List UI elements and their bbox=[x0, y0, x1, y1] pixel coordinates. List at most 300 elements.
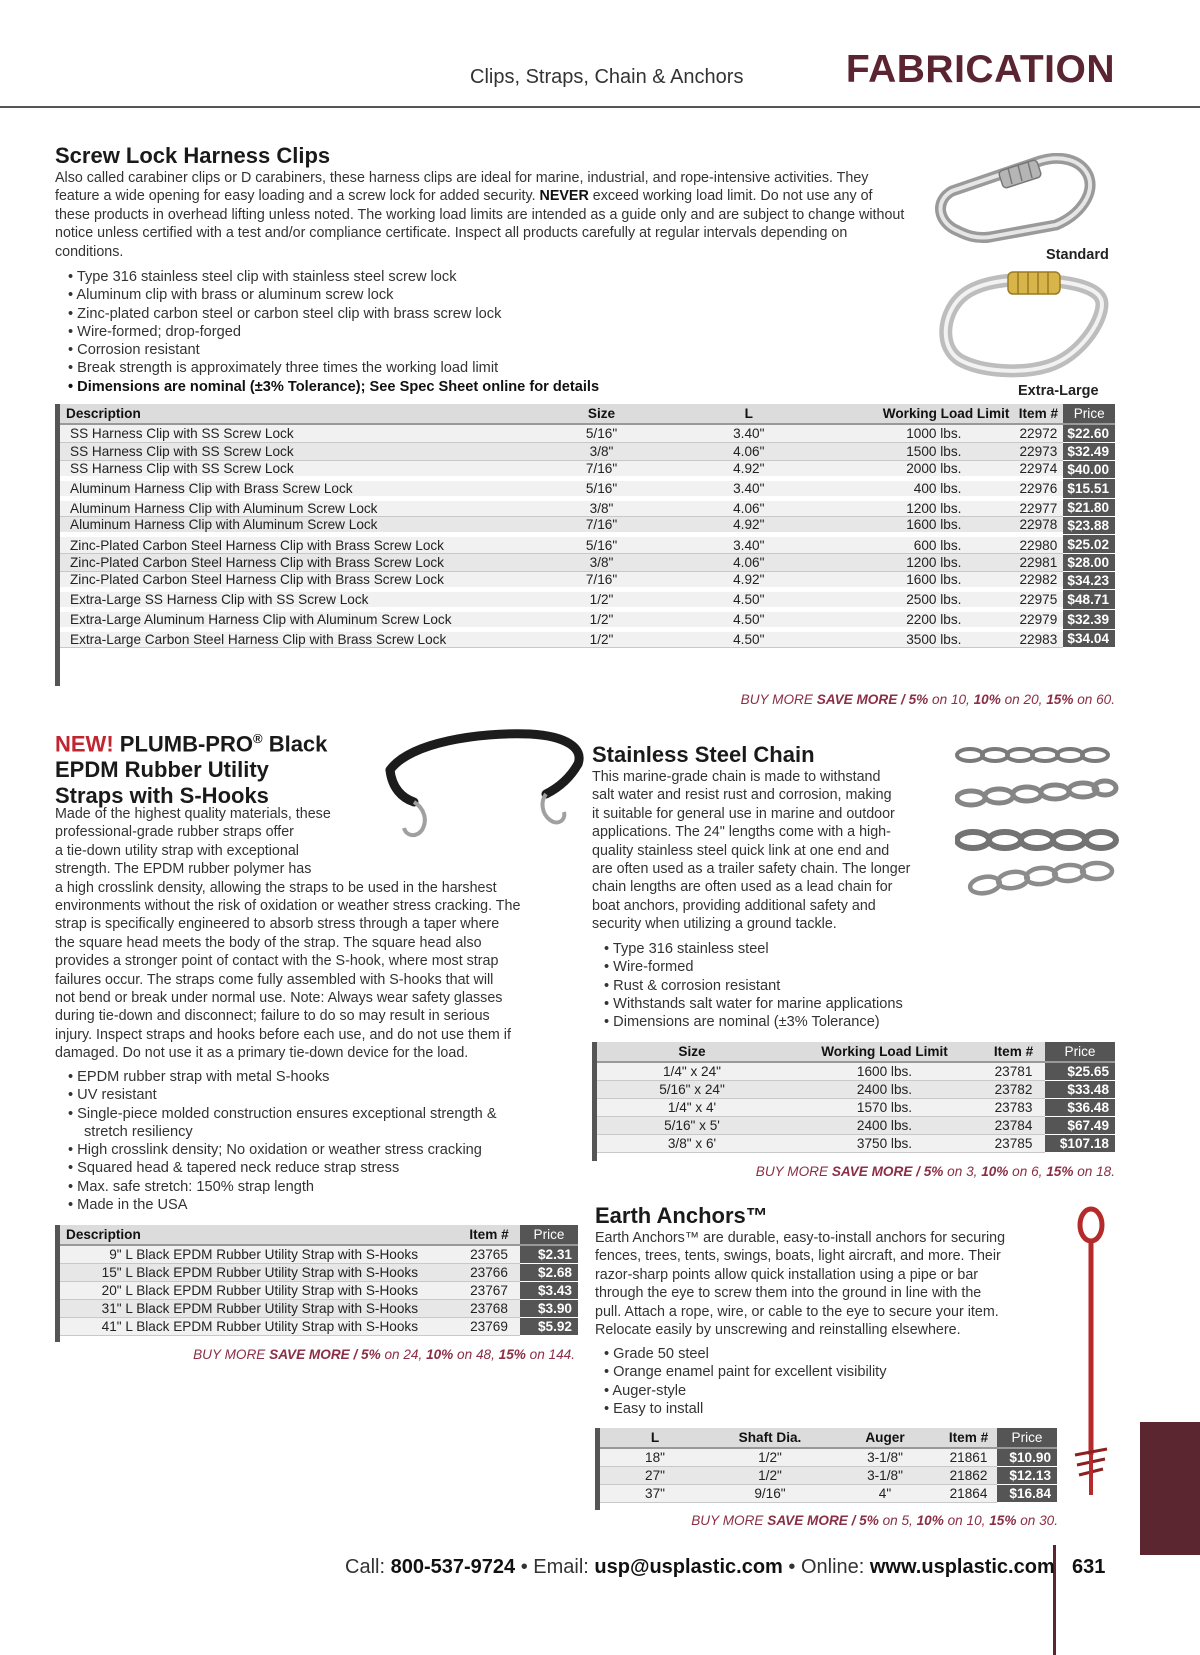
table-row bbox=[60, 1300, 578, 1318]
buy-more-qty: on 144. bbox=[525, 1347, 575, 1362]
desc-line: a high crosslink density, allowing the straps to be used in the harshest bbox=[55, 879, 497, 896]
cell-item: 21864 bbox=[940, 1484, 997, 1502]
cell-length: 3.40" bbox=[674, 535, 824, 553]
cell-item: 22976 bbox=[1013, 479, 1063, 499]
cell-item: 23781 bbox=[982, 1062, 1045, 1080]
extra-large-harness-clip-image bbox=[930, 268, 1115, 380]
buy-more-pct: 5% bbox=[361, 1347, 381, 1362]
cell-description: 15" L Black EPDM Rubber Utility Strap with S-Hooks bbox=[60, 1263, 458, 1281]
table-row bbox=[60, 630, 1115, 648]
header-divider bbox=[0, 106, 1200, 108]
bullet-item: • Easy to install bbox=[604, 1400, 887, 1418]
cell-item: 23765 bbox=[458, 1245, 520, 1263]
cell-description: Extra-Large SS Harness Clip with SS Screw Lock bbox=[60, 590, 529, 610]
harness-section-title: Screw Lock Harness Clips bbox=[55, 143, 331, 168]
new-badge: NEW! bbox=[55, 731, 114, 757]
table-row bbox=[60, 460, 1115, 478]
desc-line: professional-grade rubber straps offer bbox=[55, 824, 294, 841]
cell-price: $2.31 bbox=[520, 1245, 578, 1263]
bullet-item: • Type 316 stainless steel clip with stainless steel screw lock bbox=[68, 268, 599, 286]
desc-line: applications. The 24" lengths come with a high- bbox=[592, 824, 891, 841]
harness-clips-table bbox=[60, 404, 1115, 648]
straps-title-line1 bbox=[55, 726, 327, 757]
table-row bbox=[60, 1263, 578, 1281]
table-row bbox=[60, 442, 1115, 460]
cell-size: 7/16" bbox=[529, 571, 674, 589]
cell-load: 1570 lbs. bbox=[787, 1098, 982, 1116]
desc-line: failures occur. The straps come fully assembled with S-hooks that will bbox=[55, 971, 494, 988]
buy-more-pct: 10% bbox=[916, 1513, 944, 1528]
cell-length: 4.06" bbox=[674, 499, 824, 517]
cell-size: 1/2" bbox=[529, 630, 674, 648]
cell-shaft: 1/2" bbox=[710, 1466, 830, 1484]
cell-length: 4.50" bbox=[674, 630, 824, 648]
desc-line: it suitable for general use in marine and outdoor bbox=[592, 805, 895, 822]
bullet-item: • Corrosion resistant bbox=[68, 341, 599, 359]
cell-item: 22977 bbox=[1013, 499, 1063, 517]
cell-length: 3.40" bbox=[674, 479, 824, 499]
straps-table bbox=[60, 1225, 578, 1336]
cell-length: 4.92" bbox=[674, 571, 824, 589]
anchors-section-title: Earth Anchors™ bbox=[595, 1203, 768, 1228]
cell-item: 22982 bbox=[1013, 571, 1063, 589]
desc-line: Made of the highest quality materials, these bbox=[55, 806, 331, 822]
col-header: Auger bbox=[830, 1428, 940, 1448]
col-header: Size bbox=[529, 404, 674, 424]
cell-price: $25.02 bbox=[1063, 535, 1115, 553]
bullet-item: • Made in the USA bbox=[68, 1196, 497, 1214]
straps-title-line2: EPDM Rubber Utility bbox=[55, 757, 269, 783]
straps-title-line3: Straps with S-Hooks bbox=[55, 783, 269, 809]
desc-line: salt water and resist rust and corrosion, making bbox=[592, 787, 892, 804]
buy-more-pct: 10% bbox=[973, 692, 1001, 707]
cell-size: 1/4" x 24" bbox=[597, 1062, 787, 1080]
cell-size: 3/8" bbox=[529, 442, 674, 460]
cell-auger: 4" bbox=[830, 1484, 940, 1502]
cell-load: 3750 lbs. bbox=[787, 1135, 982, 1153]
col-header: L bbox=[600, 1428, 710, 1448]
cell-item: 23784 bbox=[982, 1117, 1045, 1135]
desc-line: provides a stronger point of contact with the S-hook, where most strap bbox=[55, 953, 499, 970]
cell-length: 27" bbox=[600, 1466, 710, 1484]
anchors-description bbox=[595, 1229, 1075, 1339]
bullet-item: • Rust & corrosion resistant bbox=[604, 977, 903, 995]
cell-shaft: 9/16" bbox=[710, 1484, 830, 1502]
cell-load: 3500 lbs. bbox=[824, 630, 1014, 648]
harness-desc-part2: exceed working load limit. Do not use any of these products in overhead lifting unless noted. The working load limits are intended as a guide only and are subject to change without notice unless certified with a test and/or compliance certificate. Inspect all products carefully at regular intervals depending on conditions. bbox=[55, 188, 905, 260]
cell-length: 4.06" bbox=[674, 442, 824, 460]
buy-more-qty: on 20, bbox=[1000, 692, 1047, 707]
cell-item: 22981 bbox=[1013, 553, 1063, 571]
cell-item: 22972 bbox=[1013, 424, 1063, 442]
desc-line: Relocate easily by unscrewing and reinstalling elsewhere. bbox=[595, 1322, 961, 1339]
buy-more-lead: BUY MORE bbox=[193, 1347, 270, 1362]
standard-clip-caption: Standard bbox=[1046, 247, 1109, 263]
col-header: Item # bbox=[940, 1428, 997, 1448]
bullet-item: • Zinc-plated carbon steel or carbon steel clip with brass screw lock bbox=[68, 305, 599, 323]
cell-size: 3/8" bbox=[529, 553, 674, 571]
bullet-item: • Dimensions are nominal (±3% Tolerance) bbox=[604, 1013, 903, 1031]
desc-line: environments without the risk of oxidation or weather stress cracking. The bbox=[55, 898, 521, 915]
cell-item: 22978 bbox=[1013, 517, 1063, 535]
table-row bbox=[60, 1281, 578, 1299]
cell-length: 18" bbox=[600, 1448, 710, 1466]
straps-section-title bbox=[55, 726, 327, 809]
desc-line: fences, trees, tents, swings, boats, light aircraft, and more. Their bbox=[595, 1248, 1001, 1265]
col-header: Working Load Limit bbox=[787, 1042, 982, 1062]
bullet-item: • Aluminum clip with brass or aluminum screw lock bbox=[68, 286, 599, 304]
cell-item: 23785 bbox=[982, 1135, 1045, 1153]
bullet-item: • High crosslink density; No oxidation or weather stress cracking bbox=[68, 1141, 497, 1159]
desc-line: Earth Anchors™ are durable, easy-to-install anchors for securing bbox=[595, 1230, 1006, 1246]
cell-price: $33.48 bbox=[1045, 1080, 1115, 1098]
cell-item: 22979 bbox=[1013, 610, 1063, 630]
buy-more-pct: 15% bbox=[1046, 1164, 1074, 1179]
col-header-price: Price bbox=[1063, 404, 1115, 424]
buy-more-qty: on 3, bbox=[943, 1164, 982, 1179]
cell-price: $10.90 bbox=[997, 1448, 1057, 1466]
cell-price: $5.92 bbox=[520, 1318, 578, 1336]
buy-more-qty: on 10, bbox=[943, 1513, 990, 1528]
cell-size: 1/2" bbox=[529, 590, 674, 610]
cell-size: 5/16" x 24" bbox=[597, 1080, 787, 1098]
cell-size: 7/16" bbox=[529, 460, 674, 478]
table-row bbox=[60, 499, 1115, 517]
extra-large-clip-caption: Extra-Large bbox=[1018, 383, 1099, 399]
cell-description: SS Harness Clip with SS Screw Lock bbox=[60, 460, 529, 478]
cell-auger: 3-1/8" bbox=[830, 1448, 940, 1466]
footer-url: www.usplastic.com bbox=[869, 1556, 1055, 1578]
chain-description bbox=[592, 768, 952, 934]
page-number: 631 bbox=[1072, 1556, 1106, 1578]
buy-more-pct: 15% bbox=[1046, 692, 1074, 707]
buy-more-pct: 5% bbox=[908, 692, 929, 707]
cell-description: 41" L Black EPDM Rubber Utility Strap with S-Hooks bbox=[60, 1318, 458, 1336]
cell-item: 23782 bbox=[982, 1080, 1045, 1098]
bullet-item: • Wire-formed; drop-forged bbox=[68, 323, 599, 341]
bullet-item: • Squared head & tapered neck reduce strap stress bbox=[68, 1159, 497, 1177]
footer-contact bbox=[345, 1556, 1055, 1579]
cell-description: Zinc-Plated Carbon Steel Harness Clip with Brass Screw Lock bbox=[60, 553, 529, 571]
chain-table bbox=[597, 1042, 1115, 1153]
desc-line: chain lengths are often used as a lead chain for bbox=[592, 879, 893, 896]
straps-title-black: Black bbox=[262, 731, 328, 757]
bullet-item: • Break strength is approximately three times the working load limit bbox=[68, 359, 599, 377]
buy-more-qty: on 60. bbox=[1073, 692, 1115, 707]
buy-more-qty: on 30. bbox=[1016, 1513, 1058, 1528]
cell-price: $2.68 bbox=[520, 1263, 578, 1281]
cell-shaft: 1/2" bbox=[710, 1448, 830, 1466]
cell-load: 2400 lbs. bbox=[787, 1080, 982, 1098]
col-header: Size bbox=[597, 1042, 787, 1062]
stainless-chain-image bbox=[955, 740, 1120, 905]
desc-line: strength. The EPDM rubber polymer has bbox=[55, 861, 312, 878]
cell-description: 31" L Black EPDM Rubber Utility Strap with S-Hooks bbox=[60, 1300, 458, 1318]
buy-more-save: SAVE MORE / bbox=[767, 1513, 860, 1528]
cell-item: 23769 bbox=[458, 1318, 520, 1336]
chain-bullets bbox=[604, 940, 903, 1031]
cell-item: 21861 bbox=[940, 1448, 997, 1466]
table-header-row bbox=[597, 1042, 1115, 1062]
cell-price: $107.18 bbox=[1045, 1135, 1115, 1153]
buy-more-qty: on 24, bbox=[380, 1347, 427, 1362]
bullet-item: • Grade 50 steel bbox=[604, 1345, 887, 1363]
cell-load: 2400 lbs. bbox=[787, 1117, 982, 1135]
cell-description: Extra-Large Aluminum Harness Clip with Aluminum Screw Lock bbox=[60, 610, 529, 630]
cell-size: 5/16" bbox=[529, 424, 674, 442]
cell-length: 3.40" bbox=[674, 424, 824, 442]
table-header-row bbox=[60, 404, 1115, 424]
desc-line: injury. Inspect straps and hooks before each use, and do not use them if bbox=[55, 1026, 511, 1043]
cell-size: 1/2" bbox=[529, 610, 674, 630]
cell-description: Aluminum Harness Clip with Aluminum Screw Lock bbox=[60, 517, 529, 535]
col-header-price: Price bbox=[520, 1225, 578, 1245]
desc-line: pull. Attach a rope, wire, or cable to the eye to secure your item. bbox=[595, 1303, 999, 1320]
cell-price: $23.88 bbox=[1063, 517, 1115, 535]
buy-more-qty: on 18. bbox=[1073, 1164, 1115, 1179]
col-header: Description bbox=[60, 404, 529, 424]
desc-line: boat anchors, providing additional safety and bbox=[592, 897, 876, 914]
cell-description: Aluminum Harness Clip with Brass Screw Lock bbox=[60, 479, 529, 499]
cell-load: 1000 lbs. bbox=[824, 424, 1014, 442]
cell-size: 1/4" x 4' bbox=[597, 1098, 787, 1116]
cell-item: 22980 bbox=[1013, 535, 1063, 553]
cell-length: 4.06" bbox=[674, 553, 824, 571]
cell-load: 2500 lbs. bbox=[824, 590, 1014, 610]
cell-load: 2200 lbs. bbox=[824, 610, 1014, 630]
table-row bbox=[60, 535, 1115, 553]
table-row bbox=[60, 553, 1115, 571]
cell-size: 3/8" x 6' bbox=[597, 1135, 787, 1153]
chain-section-title: Stainless Steel Chain bbox=[592, 742, 815, 767]
buy-more-pct: 15% bbox=[989, 1513, 1017, 1528]
cell-price: $48.71 bbox=[1063, 590, 1115, 610]
anchors-buy-more bbox=[691, 1513, 1058, 1528]
bullet-item: • UV resistant bbox=[68, 1086, 497, 1104]
cell-size: 5/16" x 5' bbox=[597, 1117, 787, 1135]
cell-size: 3/8" bbox=[529, 499, 674, 517]
table-row bbox=[600, 1484, 1057, 1502]
desc-line: the square head meets the body of the strap. The square head also bbox=[55, 934, 482, 951]
cell-item: 22983 bbox=[1013, 630, 1063, 648]
harness-bullets bbox=[68, 268, 599, 396]
table-row bbox=[597, 1117, 1115, 1135]
cell-price: $36.48 bbox=[1045, 1098, 1115, 1116]
cell-load: 2000 lbs. bbox=[824, 460, 1014, 478]
bullet-item-bold: • Dimensions are nominal (±3% Tolerance); See Spec Sheet online for details bbox=[68, 378, 599, 396]
buy-more-lead: BUY MORE bbox=[691, 1513, 768, 1528]
cell-item: 23767 bbox=[458, 1281, 520, 1299]
section-side-tab bbox=[1140, 1422, 1200, 1555]
harness-desc-never: NEVER bbox=[539, 188, 589, 205]
bullet-item: • Single-piece molded construction ensures exceptional strength & bbox=[68, 1105, 497, 1123]
registered-mark: ® bbox=[252, 731, 263, 746]
bullet-item: • Auger-style bbox=[604, 1382, 887, 1400]
cell-size: 5/16" bbox=[529, 479, 674, 499]
table-header-row bbox=[600, 1428, 1057, 1448]
straps-bullets bbox=[68, 1068, 497, 1214]
cell-price: $40.00 bbox=[1063, 460, 1115, 478]
cell-item: 23768 bbox=[458, 1300, 520, 1318]
buy-more-lead: BUY MORE bbox=[740, 692, 817, 707]
buy-more-pct: 15% bbox=[498, 1347, 526, 1362]
straps-buy-more bbox=[193, 1347, 575, 1362]
table-header-row bbox=[60, 1225, 578, 1245]
footer-email: usp@usplastic.com bbox=[594, 1556, 783, 1578]
buy-more-pct: 10% bbox=[981, 1164, 1009, 1179]
cell-price: $3.90 bbox=[520, 1300, 578, 1318]
desc-line: through the eye to screw them into the ground in line with the bbox=[595, 1285, 982, 1302]
cell-price: $25.65 bbox=[1045, 1062, 1115, 1080]
cell-item: 21862 bbox=[940, 1466, 997, 1484]
cell-item: 23766 bbox=[458, 1263, 520, 1281]
cell-description: 9" L Black EPDM Rubber Utility Strap with S-Hooks bbox=[60, 1245, 458, 1263]
buy-more-save: SAVE MORE / bbox=[831, 1164, 924, 1179]
buy-more-save: SAVE MORE / bbox=[816, 692, 909, 707]
table-row bbox=[600, 1466, 1057, 1484]
table-row bbox=[60, 424, 1115, 442]
desc-line: during tie-down and disconnect; failure to do so may result in serious bbox=[55, 1008, 490, 1025]
cell-load: 1200 lbs. bbox=[824, 499, 1014, 517]
desc-line: a tie-down utility strap with exceptional bbox=[55, 842, 299, 859]
standard-harness-clip-image bbox=[930, 153, 1110, 248]
buy-more-pct: 5% bbox=[859, 1513, 879, 1528]
cell-description: Aluminum Harness Clip with Aluminum Screw Lock bbox=[60, 499, 529, 517]
cell-price: $22.60 bbox=[1063, 424, 1115, 442]
table-row bbox=[60, 1318, 578, 1336]
cell-price: $3.43 bbox=[520, 1281, 578, 1299]
cell-load: 1600 lbs. bbox=[787, 1062, 982, 1080]
page-title: FABRICATION bbox=[845, 48, 1115, 91]
cell-description: Zinc-Plated Carbon Steel Harness Clip with Brass Screw Lock bbox=[60, 571, 529, 589]
col-header: Item # bbox=[1013, 404, 1063, 424]
col-header: Item # bbox=[982, 1042, 1045, 1062]
cell-price: $28.00 bbox=[1063, 553, 1115, 571]
table-row bbox=[60, 610, 1115, 630]
cell-size: 5/16" bbox=[529, 535, 674, 553]
cell-price: $16.84 bbox=[997, 1484, 1057, 1502]
cell-price: $34.04 bbox=[1063, 630, 1115, 648]
table-row bbox=[60, 479, 1115, 499]
desc-line: damaged. Do not use it as a primary tie-down device for the load. bbox=[55, 1045, 469, 1062]
cell-price: $15.51 bbox=[1063, 479, 1115, 499]
cell-length: 37" bbox=[600, 1484, 710, 1502]
col-header: Working Load Limit bbox=[824, 404, 1014, 424]
cell-load: 1200 lbs. bbox=[824, 553, 1014, 571]
cell-price: $12.13 bbox=[997, 1466, 1057, 1484]
harness-description bbox=[55, 169, 910, 261]
table-row bbox=[597, 1098, 1115, 1116]
desc-line: not bend or break under normal use. Note: Always wear safety glasses bbox=[55, 990, 503, 1007]
desc-line: quality stainless steel quick link at one end and bbox=[592, 842, 890, 859]
footer-email-label: • Email: bbox=[515, 1556, 595, 1578]
buy-more-qty: on 6, bbox=[1008, 1164, 1047, 1179]
page-subtitle: Clips, Straps, Chain & Anchors bbox=[470, 66, 744, 88]
desc-line: are often used as a trailer safety chain. The longer bbox=[592, 861, 911, 878]
cell-item: 22975 bbox=[1013, 590, 1063, 610]
cell-description: Zinc-Plated Carbon Steel Harness Clip with Brass Screw Lock bbox=[60, 535, 529, 553]
table-row bbox=[597, 1080, 1115, 1098]
cell-load: 600 lbs. bbox=[824, 535, 1014, 553]
bullet-item: • Orange enamel paint for excellent visibility bbox=[604, 1363, 887, 1381]
buy-more-qty: on 10, bbox=[928, 692, 974, 707]
anchors-table bbox=[600, 1428, 1057, 1503]
cell-item: 23783 bbox=[982, 1098, 1045, 1116]
bullet-item: • Withstands salt water for marine applications bbox=[604, 995, 903, 1013]
bullet-item: • Wire-formed bbox=[604, 958, 903, 976]
harness-desc-part1: Also called carabiner clips or D carabiners, these harness clips are ideal for marine, industrial, and rope-intensive activities. They feature a wide opening for easy loading and a screw lock for added security. bbox=[55, 170, 869, 205]
cell-description: SS Harness Clip with SS Screw Lock bbox=[60, 442, 529, 460]
cell-load: 1600 lbs. bbox=[824, 571, 1014, 589]
cell-description: 20" L Black EPDM Rubber Utility Strap with S-Hooks bbox=[60, 1281, 458, 1299]
cell-item: 22974 bbox=[1013, 460, 1063, 478]
cell-length: 4.50" bbox=[674, 610, 824, 630]
table-row bbox=[60, 1245, 578, 1263]
cell-price: $34.23 bbox=[1063, 571, 1115, 589]
cell-price: $32.39 bbox=[1063, 610, 1115, 630]
anchors-bullets bbox=[604, 1345, 887, 1418]
bullet-item-continued: stretch resiliency bbox=[84, 1123, 193, 1140]
cell-size: 7/16" bbox=[529, 517, 674, 535]
cell-price: $21.80 bbox=[1063, 499, 1115, 517]
col-header: Description bbox=[60, 1225, 458, 1245]
bullet-item: • Type 316 stainless steel bbox=[604, 940, 903, 958]
footer-phone: 800-537-9724 bbox=[390, 1556, 516, 1578]
cell-length: 4.92" bbox=[674, 460, 824, 478]
chain-buy-more bbox=[756, 1164, 1115, 1179]
straps-description bbox=[55, 805, 595, 1063]
buy-more-lead: BUY MORE bbox=[755, 1164, 832, 1179]
desc-line: strap is specifically engineered to absorb stress through a taper where bbox=[55, 916, 500, 933]
buy-more-qty: on 48, bbox=[453, 1347, 499, 1362]
cell-description: SS Harness Clip with SS Screw Lock bbox=[60, 424, 529, 442]
cell-price: $67.49 bbox=[1045, 1117, 1115, 1135]
cell-load: 400 lbs. bbox=[824, 479, 1014, 499]
cell-length: 4.92" bbox=[674, 517, 824, 535]
table-row bbox=[597, 1135, 1115, 1153]
harness-buy-more bbox=[741, 692, 1115, 707]
earth-anchor-image bbox=[1065, 1205, 1125, 1505]
cell-price: $32.49 bbox=[1063, 442, 1115, 460]
buy-more-pct: 5% bbox=[923, 1164, 944, 1179]
table-row bbox=[60, 590, 1115, 610]
desc-line: razor-sharp points allow quick installation using a pipe or bar bbox=[595, 1266, 979, 1283]
cell-length: 4.50" bbox=[674, 590, 824, 610]
bullet-item: • EPDM rubber strap with metal S-hooks bbox=[68, 1068, 497, 1086]
buy-more-qty: on 5, bbox=[878, 1513, 917, 1528]
table-row bbox=[60, 571, 1115, 589]
table-row bbox=[597, 1062, 1115, 1080]
cell-load: 1600 lbs. bbox=[824, 517, 1014, 535]
col-header: Item # bbox=[458, 1225, 520, 1245]
straps-title-brand: PLUMB-PRO bbox=[113, 731, 253, 757]
buy-more-pct: 10% bbox=[426, 1347, 454, 1362]
footer-online-label: • Online: bbox=[782, 1556, 870, 1578]
cell-item: 22973 bbox=[1013, 442, 1063, 460]
footer-call-label: Call: bbox=[345, 1556, 391, 1578]
table-row bbox=[60, 517, 1115, 535]
col-header-price: Price bbox=[997, 1428, 1057, 1448]
cell-description: Extra-Large Carbon Steel Harness Clip with Brass Screw Lock bbox=[60, 630, 529, 648]
col-header: L bbox=[674, 404, 824, 424]
col-header-price: Price bbox=[1045, 1042, 1115, 1062]
buy-more-save: SAVE MORE / bbox=[269, 1347, 362, 1362]
cell-auger: 3-1/8" bbox=[830, 1466, 940, 1484]
table-row bbox=[600, 1448, 1057, 1466]
bullet-item: • Max. safe stretch: 150% strap length bbox=[68, 1178, 497, 1196]
desc-line: security when utilizing a ground tackle. bbox=[592, 916, 837, 933]
col-header: Shaft Dia. bbox=[710, 1428, 830, 1448]
